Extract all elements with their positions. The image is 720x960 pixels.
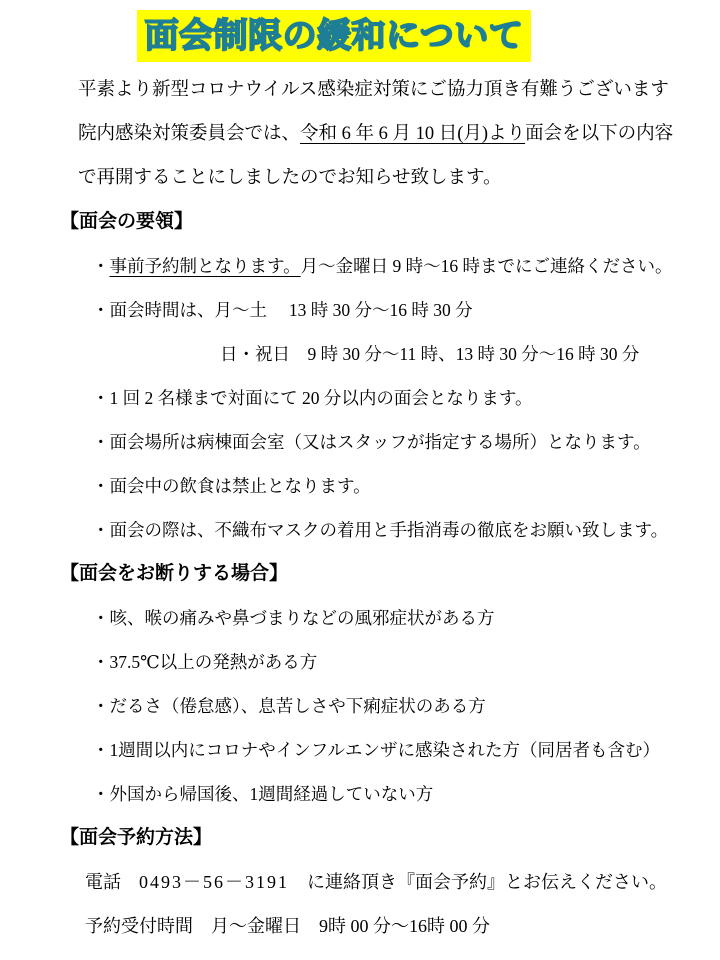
hours-holiday-text: 日・祝日 9 時 30 分～11 時、13 時 30 分～16 時 30 分 [220,344,640,364]
refusal-item-text: 外国から帰国後、1週間経過していない方 [109,784,434,804]
guideline-item-visitor-limit [92,376,720,420]
bullet-icon: ・ [92,784,110,804]
page-title: 面会制限の緩和について [137,10,532,62]
refusal-item-text: だるさ（倦怠感）、息苦しさや下痢症状のある方 [109,696,486,716]
refusal-item [92,640,720,684]
intro-text-2-pre: 院内感染対策委員会では、 [78,124,301,144]
bullet-icon: ・ [92,388,110,408]
bullet-icon: ・ [92,696,110,716]
guideline-item-reservation [92,244,720,288]
guideline-item-hours-weekday [92,288,720,332]
refusal-item [92,684,720,728]
refusal-item-text: 37.5℃以上の発熱がある方 [109,652,318,672]
phone-line [85,860,720,904]
guideline-item-hours-holiday [220,332,720,376]
reservation-underlined: 事前予約制となります。 [109,256,301,276]
intro-line-1 [78,68,720,112]
guideline-item-location [92,420,720,464]
reopen-date-underlined: 令和 6 年 6 月 10 日(月)より [300,124,526,144]
intro-text-2-post: 面会を以下の内容 [525,124,674,144]
bullet-icon: ・ [92,520,110,540]
guideline-item-mask [92,508,720,552]
phone-number: 0493－56－3191 [139,872,289,892]
document-body [0,68,720,948]
phone-line-pre: 電話 [85,872,139,892]
reservation-rest: 月～金曜日 9 時～16 時までにご連絡ください。 [300,256,673,276]
reception-hours-line [85,904,720,948]
bullet-icon: ・ [92,652,110,672]
refusal-item [92,596,720,640]
guideline-item-no-eating [92,464,720,508]
refusal-item-text: 咳、喉の痛みや鼻づまりなどの風邪症状がある方 [109,608,495,628]
visitor-limit-text: 1 回 2 名様まで対面にて 20 分以内の面会となります。 [109,388,533,408]
bullet-icon: ・ [92,608,110,628]
refusal-item [92,772,720,816]
intro-text-3: で再開することにしましたのでお知らせ致します。 [78,168,502,188]
refusal-item [92,728,720,772]
refusal-item-text: 1週間以内にコロナやインフルエンザに感染された方（同居者も含む） [109,740,661,760]
intro-text-1: 平素より新型コロナウイルス感染症対策にご協力頂き有難うございます [78,80,669,100]
hours-weekday-text: 面会時間は、月～土 13 時 30 分～16 時 30 分 [109,300,473,320]
reception-hours-text: 予約受付時間 月～金曜日 9時 00 分～16時 00 分 [85,916,490,936]
phone-line-post: に連絡頂き『面会予約』とお伝えください。 [289,872,667,892]
bullet-icon: ・ [92,740,110,760]
no-eating-text: 面会中の飲食は禁止となります。 [109,476,371,496]
intro-line-2 [78,112,720,156]
mask-request-text: 面会の際は、不織布マスクの着用と手指消毒の徹底をお願い致します。 [109,520,669,540]
bullet-icon: ・ [92,476,110,496]
bullet-icon: ・ [92,256,110,276]
intro-line-3 [78,156,720,200]
section-heading-refusal: 【面会をお断りする場合】 [60,563,289,584]
bullet-icon: ・ [92,300,110,320]
bullet-icon: ・ [92,432,110,452]
section-heading-guidelines: 【面会の要領】 [60,211,194,232]
title-row [0,0,694,62]
location-text: 面会場所は病棟面会室（又はスタッフが指定する場所）となります。 [109,432,651,452]
section-heading-reservation-method: 【面会予約方法】 [60,827,213,848]
